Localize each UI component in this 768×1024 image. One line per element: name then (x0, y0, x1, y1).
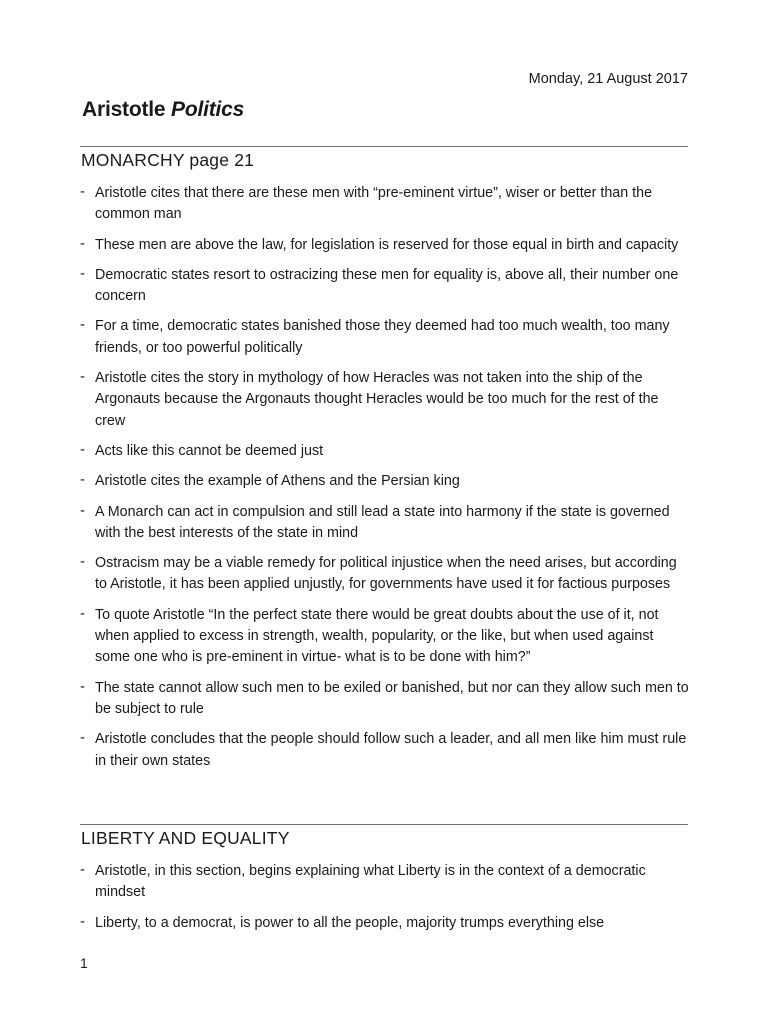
bullet-text: The state cannot allow such men to be exiled or banished, but nor can they allow such men to be subject to rule (95, 679, 689, 717)
section-heading-liberty: LIBERTY AND EQUALITY (81, 828, 290, 848)
list-item (80, 553, 692, 596)
list-item (80, 502, 692, 545)
list-item (80, 678, 692, 721)
section-divider-liberty (80, 824, 688, 825)
bullet-text: A Monarch can act in compulsion and still lead a state into harmony if the state is governed with the best interests of the state in mind (95, 503, 670, 541)
bullet-text: Democratic states resort to ostracizing these men for equality is, above all, their number one concern (95, 266, 679, 305)
bullet-text: Aristotle cites the example of Athens and the Persian king (95, 473, 460, 490)
bullet-marker: - (80, 861, 85, 878)
list-item (80, 605, 692, 669)
bullet-marker: - (80, 677, 85, 695)
bullet-list-liberty (80, 861, 692, 943)
title-main: Aristotle (82, 98, 172, 121)
bullet-marker: - (80, 234, 85, 252)
bullet-text: Aristotle cites the story in mythology of how Heracles was not taken into the ship of the Argonauts because the Argonauts thought Heracles would be too much for the rest of the crew (95, 370, 659, 429)
bullet-text: Liberty, to a democrat, is power to all the people, majority trumps everything else (95, 914, 605, 931)
list-item (80, 729, 692, 772)
bullet-text: For a time, democratic states banished those they deemed had too much wealth, too many friends, or too powerful politically (95, 318, 670, 356)
title-italic: Politics (171, 98, 245, 121)
section-heading-monarchy: MONARCHY page 21 (81, 150, 255, 170)
list-item (80, 235, 692, 256)
bullet-list-monarchy (80, 183, 692, 781)
bullet-marker: - (80, 912, 85, 930)
list-item (80, 183, 692, 226)
document-title (82, 98, 244, 122)
bullet-text: Aristotle concludes that the people should follow such a leader, and all men like him must rule in their own states (95, 731, 687, 769)
bullet-marker: - (80, 440, 85, 458)
bullet-marker: - (80, 604, 85, 622)
bullet-text: Acts like this cannot be deemed just (95, 442, 324, 459)
list-item (80, 913, 692, 934)
bullet-marker: - (80, 471, 85, 489)
list-item (80, 265, 692, 308)
bullet-text: These men are above the law, for legislation is reserved for those equal in birth and capacity (95, 236, 679, 253)
bullet-marker: - (80, 316, 85, 334)
date-label: Monday, 21 August 2017 (528, 71, 688, 87)
bullet-marker: - (80, 183, 85, 200)
bullet-text: To quote Aristotle “In the perfect state there would be great doubts about the use of it, not when applied to excess in strength, wealth, popularity, or the like, but when used against some one who is pre-eminent in virtue- what is to be done with him?” (95, 606, 659, 666)
bullet-text: Aristotle, in this section, begins explaining what Liberty is in the context of a democratic mindset (95, 863, 646, 901)
list-item (80, 316, 692, 359)
section-divider-monarchy (80, 146, 688, 147)
list-item (80, 471, 692, 492)
list-item (80, 861, 692, 904)
list-item (80, 441, 692, 462)
list-item (80, 368, 692, 432)
bullet-text: Ostracism may be a viable remedy for political injustice when the need arises, but according to Aristotle, it has been applied unjustly, for governments have used it for factious purposes (95, 555, 677, 593)
bullet-marker: - (80, 553, 85, 571)
bullet-marker: - (80, 264, 85, 282)
page-number: 1 (80, 955, 88, 971)
bullet-marker: - (80, 501, 85, 519)
bullet-text: Aristotle cites that there are these men with “pre-eminent virtue”, wiser or better than the common man (95, 185, 653, 223)
bullet-marker: - (80, 729, 85, 747)
bullet-marker: - (80, 368, 85, 386)
